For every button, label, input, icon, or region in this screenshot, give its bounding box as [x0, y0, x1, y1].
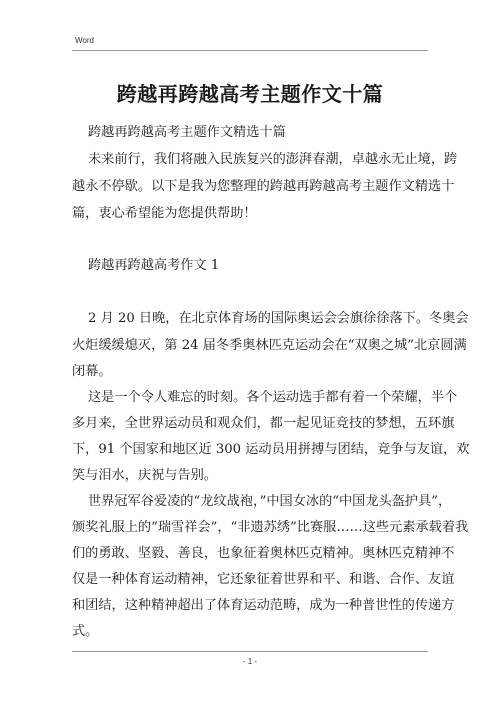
intro-line: 篇，衷心希望能为您提供帮助！	[72, 206, 257, 221]
paragraph-3-line: 们的勇敢、坚毅、善良，也象征着奥林匹克精神。奥林匹克精神不	[72, 546, 455, 561]
document-subtitle: 跨越再跨越高考主题作文精选十篇	[88, 125, 286, 140]
paragraph-2-line: 下，91 个国家和地区近 300 运动员用拼搏与团结，竞争与友谊，欢	[72, 442, 470, 457]
paragraph-3-line: 世界冠军谷爱凌的“龙纹战袍，”中国女冰的“中国龙头盔护具”，	[88, 494, 452, 509]
paragraph-2-line: 这是一个令人难忘的时刻。各个运动选手都有着一个荣耀，半个	[88, 390, 458, 405]
page-number: - 1 -	[242, 657, 258, 666]
paragraph-1-line: 2 月 20 日晚，在北京体育场的国际奥运会会旗徐徐落下。冬奥会	[88, 311, 469, 326]
paragraph-2-line: 笑与泪水，庆祝与告别。	[72, 468, 218, 483]
paragraph-3-line: 式。	[72, 624, 99, 639]
section-heading: 跨越再跨越高考作文 1	[88, 258, 220, 273]
header-app-label: Word	[75, 36, 94, 45]
paragraph-3-line: 颁奖礼服上的“瑞雪祥会”，“非遗苏绣”比赛服……这些元素承载着我	[72, 520, 469, 535]
footer-divider	[72, 651, 428, 652]
header-divider	[72, 50, 428, 51]
intro-line: 越永不停歇。以下是我为您整理的跨越再跨越高考主题作文精选十	[72, 179, 455, 194]
paragraph-1-line: 火炬缓缓熄灭，第 24 届冬季奥林匹克运动会在“双奥之城”北京圆满	[72, 338, 467, 353]
document-title: 跨越再跨越高考主题作文十篇	[116, 82, 384, 106]
intro-line: 未来前行，我们将融入民族复兴的澎湃春潮，卓越永无止境，跨	[88, 152, 458, 167]
paragraph-2-line: 多月来，全世界运动员和观众们，都一起见证竞技的梦想，五环旗	[72, 416, 455, 431]
paragraph-3-line: 和团结，这种精神超出了体育运动范畴，成为一种普世性的传递方	[72, 598, 455, 613]
paragraph-3-line: 仅是一种体育运动精神，它还象征着世界和平、和谐、合作、友谊	[72, 572, 455, 587]
paragraph-1-line: 闭幕。	[72, 364, 112, 379]
